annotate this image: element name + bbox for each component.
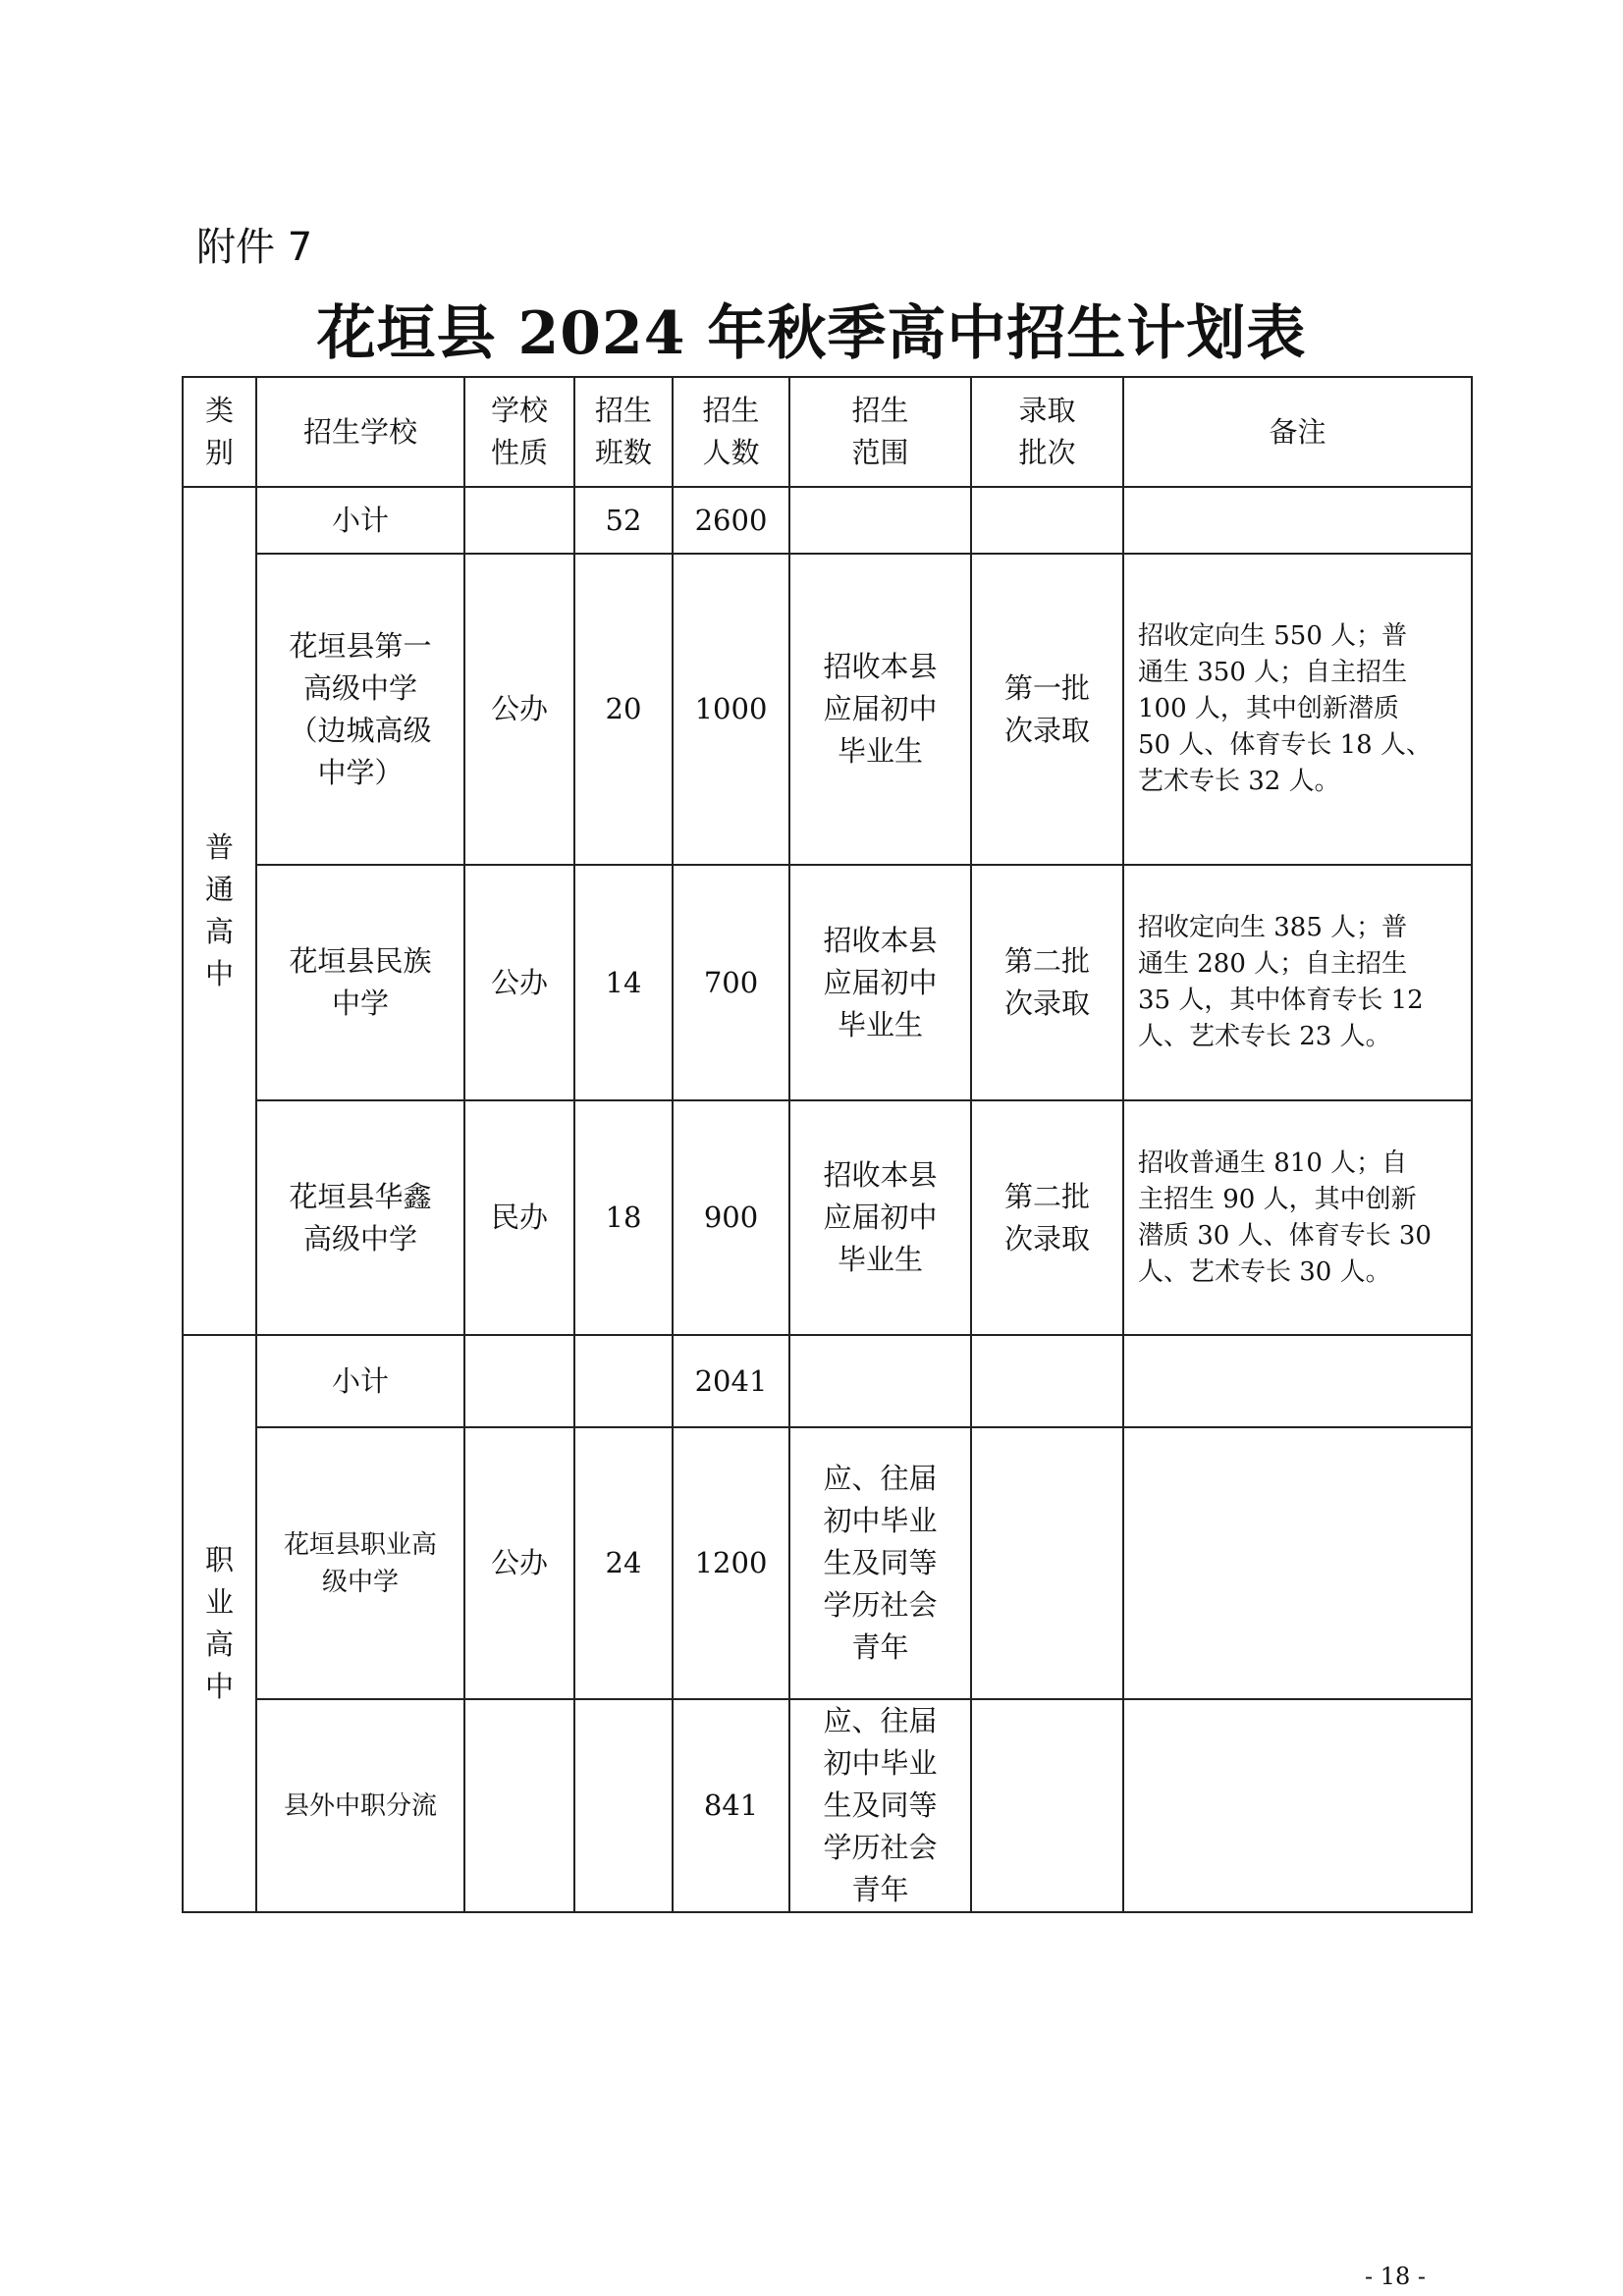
header-students: 招生 人数 — [673, 377, 789, 487]
remarks-text — [1123, 1699, 1472, 1912]
admission-batch — [971, 1699, 1123, 1912]
admission-batch: 第二批 次录取 — [971, 865, 1123, 1100]
remarks-text: 招收定向生 385 人；普 通生 280 人；自主招生 35 人，其中体育专长 12 人、艺术专长 23 人。 — [1123, 865, 1472, 1100]
header-classes: 招生 班数 — [574, 377, 673, 487]
school-nature — [464, 1699, 574, 1912]
category-cell: 普 通 高 中 — [183, 487, 256, 1335]
subtotal-classes — [574, 1335, 673, 1427]
header-remarks: 备注 — [1123, 377, 1472, 487]
enrollment-plan-table — [182, 376, 1473, 1913]
subtotal-remarks — [1123, 487, 1472, 554]
subtotal-students: 2600 — [673, 487, 789, 554]
attachment-label: 附件 7 — [196, 225, 313, 270]
student-count: 1200 — [673, 1427, 789, 1699]
remarks-text: 招收普通生 810 人；自 主招生 90 人，其中创新 潜质 30 人、体育专长 30 人、艺术专长 30 人。 — [1123, 1100, 1472, 1335]
school-name: 花垣县民族 中学 — [256, 865, 464, 1100]
table-row — [183, 865, 1472, 1100]
subtotal-label: 小计 — [256, 487, 464, 554]
school-name: 花垣县华鑫 高级中学 — [256, 1100, 464, 1335]
subtotal-row — [183, 487, 1472, 554]
header-school: 招生学校 — [256, 377, 464, 487]
admission-batch: 第一批 次录取 — [971, 554, 1123, 865]
student-count: 900 — [673, 1100, 789, 1335]
school-nature: 公办 — [464, 865, 574, 1100]
enrollment-scope: 招收本县 应届初中 毕业生 — [789, 1100, 971, 1335]
subtotal-nature — [464, 1335, 574, 1427]
header-nature: 学校 性质 — [464, 377, 574, 487]
subtotal-nature — [464, 487, 574, 554]
subtotal-row — [183, 1335, 1472, 1427]
enrollment-scope: 应、往届 初中毕业 生及同等 学历社会 青年 — [789, 1427, 971, 1699]
remarks-text — [1123, 1427, 1472, 1699]
subtotal-label: 小计 — [256, 1335, 464, 1427]
school-name: 花垣县职业高 级中学 — [256, 1427, 464, 1699]
school-name: 花垣县第一 高级中学 （边城高级 中学） — [256, 554, 464, 865]
table-row — [183, 554, 1472, 865]
class-count: 20 — [574, 554, 673, 865]
subtotal-students: 2041 — [673, 1335, 789, 1427]
admission-batch: 第二批 次录取 — [971, 1100, 1123, 1335]
school-nature: 民办 — [464, 1100, 574, 1335]
enrollment-scope: 应、往届 初中毕业 生及同等 学历社会 青年 — [789, 1699, 971, 1912]
class-count: 14 — [574, 865, 673, 1100]
header-category: 类 别 — [183, 377, 256, 487]
subtotal-classes: 52 — [574, 487, 673, 554]
header-batch: 录取 批次 — [971, 377, 1123, 487]
page-title: 花垣县 2024 年秋季高中招生计划表 — [316, 299, 1307, 368]
class-count: 24 — [574, 1427, 673, 1699]
subtotal-scope — [789, 487, 971, 554]
student-count: 700 — [673, 865, 789, 1100]
table-row — [183, 1699, 1472, 1912]
header-scope: 招生 范围 — [789, 377, 971, 487]
table-row — [183, 1427, 1472, 1699]
subtotal-batch — [971, 487, 1123, 554]
subtotal-scope — [789, 1335, 971, 1427]
subtotal-remarks — [1123, 1335, 1472, 1427]
subtotal-batch — [971, 1335, 1123, 1427]
school-nature: 公办 — [464, 1427, 574, 1699]
student-count: 841 — [673, 1699, 789, 1912]
school-nature: 公办 — [464, 554, 574, 865]
table-row — [183, 1100, 1472, 1335]
table-header-row — [183, 377, 1472, 487]
school-name: 县外中职分流 — [256, 1699, 464, 1912]
page-number: - 18 - — [1365, 2263, 1427, 2290]
remarks-text: 招收定向生 550 人；普 通生 350 人；自主招生 100 人，其中创新潜质 50 人、体育专长 18 人、 艺术专长 32 人。 — [1123, 554, 1472, 865]
class-count — [574, 1699, 673, 1912]
student-count: 1000 — [673, 554, 789, 865]
enrollment-scope: 招收本县 应届初中 毕业生 — [789, 865, 971, 1100]
category-cell: 职 业 高 中 — [183, 1335, 256, 1912]
enrollment-scope: 招收本县 应届初中 毕业生 — [789, 554, 971, 865]
admission-batch — [971, 1427, 1123, 1699]
class-count: 18 — [574, 1100, 673, 1335]
